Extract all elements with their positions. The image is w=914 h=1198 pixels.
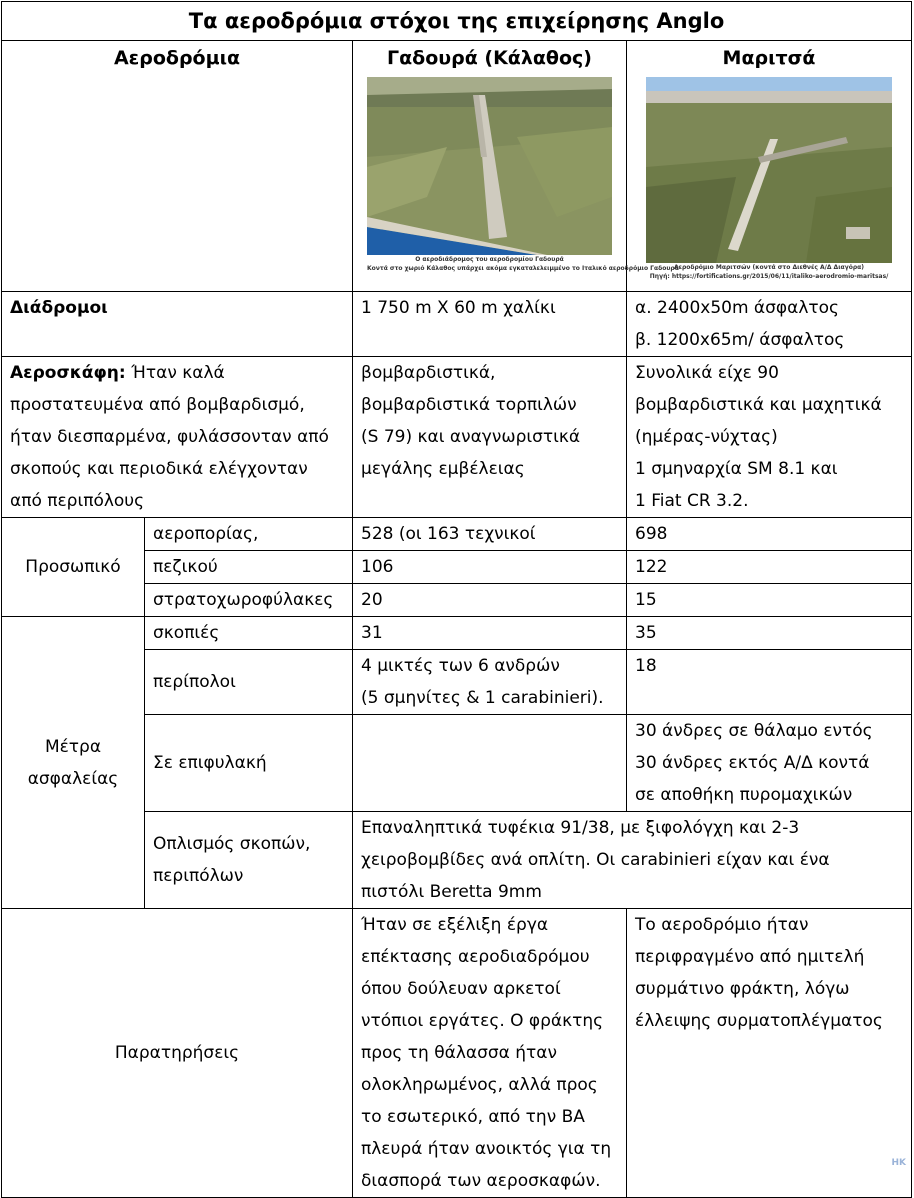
runways-gadoura: 1 750 m X 60 m χαλίκι	[353, 292, 627, 357]
aircraft-maritsa-line: (ημέρας-νύχτας)	[635, 427, 778, 447]
aircraft-label	[2, 357, 353, 518]
remarks-gadoura-line: το εσωτερικό, από την ΒΑ	[361, 1107, 585, 1127]
gadoura-photo	[367, 77, 679, 273]
armament-text-line: Επαναληπτικά τυφέκια 91/38, με ξιφολόγχη και 2-3	[361, 818, 800, 838]
standby-maritsa-line: 30 άνδρες σε θάλαμο εντός	[635, 721, 873, 741]
security-sentries-gadoura: 31	[353, 617, 627, 650]
header-maritsa	[627, 41, 912, 292]
security-standby-gadoura	[353, 715, 627, 812]
standby-maritsa-line: σε αποθήκη πυρομαχικών	[635, 785, 853, 805]
security-sentries-maritsa: 35	[627, 617, 912, 650]
remarks-gadoura-line: όπου δούλευαν αρκετοί	[361, 979, 561, 999]
remarks-maritsa-line: έλλειψης συρματοπλέγματος	[635, 1011, 883, 1031]
personnel-sub-military-police: στρατοχωροφύλακες	[145, 584, 353, 617]
remarks-gadoura	[353, 909, 627, 1198]
security-label-line-2: ασφαλείας	[27, 768, 119, 789]
maritsa-aerial-image	[646, 77, 892, 263]
remarks-maritsa-line: συρμάτινο φράκτη, λόγω	[635, 979, 850, 999]
aircraft-gadoura	[353, 357, 627, 518]
runways-label: Διάδρομοι	[2, 292, 353, 357]
runway-b: β. 1200x65m/ άσφαλτος	[635, 330, 845, 350]
security-sub-armament	[145, 812, 353, 909]
aircraft-maritsa-line: 1 Fiat CR 3.2.	[635, 491, 749, 511]
airfields-table	[1, 1, 912, 1198]
armament-sub-line-1: Οπλισμός σκοπών,	[153, 834, 311, 854]
remarks-gadoura-line: διασπορά των αεροσκαφών.	[361, 1171, 601, 1191]
aircraft-maritsa	[627, 357, 912, 518]
personnel-sub-airforce: αεροπορίας,	[145, 518, 353, 551]
security-patrols-gadoura	[353, 650, 627, 715]
aircraft-gadoura-line: (S 79) και αναγνωριστικά	[361, 427, 581, 447]
gadoura-photo-caption-1: Ο αεροδιάδρομος του αεροδρομίου Γαδουρά	[415, 256, 564, 263]
aircraft-maritsa-line: Συνολικά είχε 90	[635, 363, 779, 383]
aircraft-maritsa-line: 1 σμηναρχία SM 8.1 και	[635, 459, 838, 479]
remarks-maritsa-line: Το αεροδρόμιο ήταν	[635, 915, 809, 935]
remarks-label: Παρατηρήσεις	[2, 909, 353, 1198]
security-label	[2, 617, 145, 909]
header-gadoura-label: Γαδουρά (Κάλαθος)	[387, 47, 592, 69]
runway-a: α. 2400x50m άσφαλτος	[635, 298, 840, 318]
remarks-maritsa	[627, 909, 912, 1198]
security-sub-standby: Σε επιφυλακή	[145, 715, 353, 812]
aircraft-gadoura-line: μεγάλης εμβέλειας	[361, 459, 525, 479]
header-gadoura	[353, 41, 679, 292]
patrols-gadoura-line-2: (5 σμηνίτες & 1 carabinieri).	[361, 688, 604, 708]
armament-text-line: πιστόλι Beretta 9mm	[361, 882, 542, 902]
remarks-maritsa-line: περιφραγμένο από ημιτελή	[635, 947, 865, 967]
maritsa-photo-caption-2: Πηγή: https://fortifications.gr/2015/06/11/italiko-aerodromio-maritsas/	[649, 273, 889, 280]
armament-sub-line-2: περιπόλων	[153, 866, 244, 886]
aircraft-label-line-4: σκοπούς και περιοδικά ελέγχονταν	[10, 459, 308, 479]
personnel-infantry-gadoura: 106	[353, 551, 627, 584]
personnel-airforce-maritsa: 698	[627, 518, 912, 551]
header-maritsa-label: Μαριτσά	[722, 47, 816, 69]
watermark: HK	[891, 1158, 906, 1168]
aircraft-label-line-3: ήταν διεσπαρμένα, φυλάσσονταν από	[10, 427, 329, 447]
maritsa-photo	[646, 77, 892, 281]
personnel-sub-infantry: πεζικού	[145, 551, 353, 584]
header-airfields: Αεροδρόμια	[2, 41, 353, 292]
security-standby-maritsa	[627, 715, 912, 812]
aircraft-label-line-2: προστατευμένα από βομβαρδισμό,	[10, 395, 305, 415]
personnel-infantry-maritsa: 122	[627, 551, 912, 584]
personnel-airforce-gadoura: 528 (οι 163 τεχνικοί	[353, 518, 627, 551]
standby-maritsa-line: 30 άνδρες εκτός Α/Δ κοντά	[635, 753, 870, 773]
aircraft-label-line-5: από περιπόλους	[10, 491, 145, 511]
security-sub-sentries: σκοπιές	[145, 617, 353, 650]
aircraft-gadoura-line: βομβαρδιστικά τορπιλών	[361, 395, 577, 415]
aircraft-maritsa-line: βομβαρδιστικά και μαχητικά	[635, 395, 882, 415]
aircraft-label-text-1: Ήταν καλά	[125, 363, 225, 383]
patrols-gadoura-line-1: 4 μικτές των 6 ανδρών	[361, 656, 560, 676]
aircraft-label-line-1	[10, 357, 344, 389]
aircraft-label-bold: Αεροσκάφη:	[10, 363, 126, 383]
remarks-gadoura-line: προς τη θάλασσα ήταν	[361, 1043, 557, 1063]
personnel-label: Προσωπικό	[2, 518, 145, 617]
security-sub-patrols: περίπολοι	[145, 650, 353, 715]
maritsa-photo-caption-1: Αεροδρόμιο Μαριτσών (κοντά στο Διεθνές Α/Δ Διαγόρα)	[673, 264, 865, 271]
table-title: Τα αεροδρόμια στόχοι της επιχείρησης Anglo	[2, 2, 912, 41]
security-label-line-1: Μέτρα	[44, 736, 102, 757]
remarks-gadoura-line: ολοκληρωμένος, αλλά προς	[361, 1075, 598, 1095]
security-patrols-maritsa: 18	[627, 650, 912, 715]
remarks-gadoura-line: ντόπιοι εργάτες. Ο φράκτης	[361, 1011, 604, 1031]
gadoura-photo-caption-2: Κοντά στο χωριό Κάλαθος υπάρχει ακόμα εγκαταλελειμμένο το Ιταλικό αεροδρόμιο Γαδουρά	[367, 265, 679, 272]
aircraft-gadoura-line: βομβαρδιστικά,	[361, 363, 496, 383]
remarks-gadoura-line: Ήταν σε εξέλιξη έργα	[361, 915, 549, 935]
armament-text-line: χειροβομβίδες ανά οπλίτη. Οι carabinieri είχαν και ένα	[361, 850, 830, 870]
runways-maritsa	[627, 292, 912, 357]
security-armament-text	[353, 812, 912, 909]
remarks-gadoura-line: επέκτασης αεροδιαδρόμου	[361, 947, 590, 967]
personnel-military-police-gadoura: 20	[353, 584, 627, 617]
gadoura-aerial-image	[367, 77, 612, 255]
remarks-gadoura-line: πλευρά ήταν ανοικτός για τη	[361, 1139, 612, 1159]
personnel-military-police-maritsa: 15	[627, 584, 912, 617]
